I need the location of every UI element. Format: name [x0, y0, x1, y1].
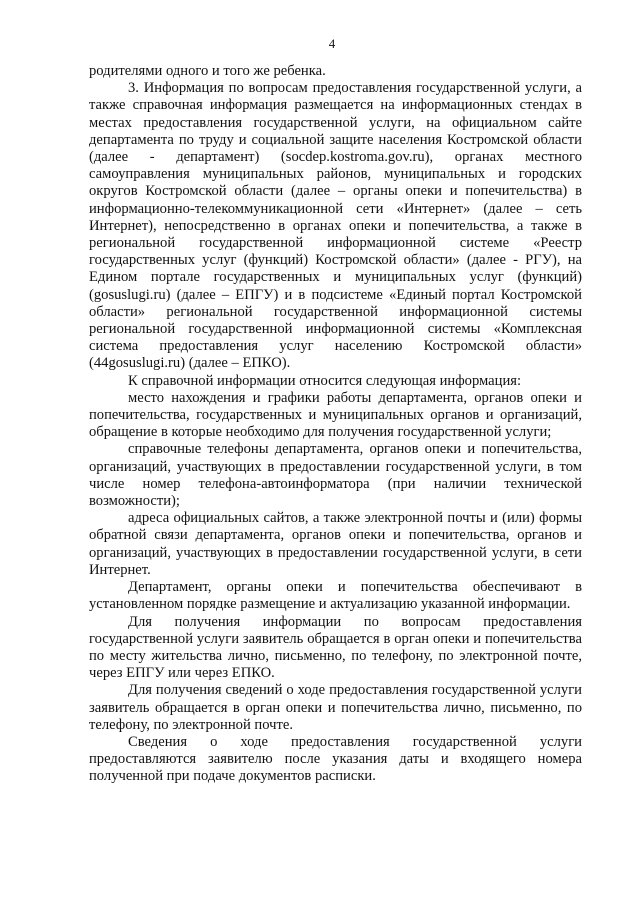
document-body — [89, 63, 582, 786]
paragraph-reference-phones: справочные телефоны департамента, органов опеки и попечительства, организаций, участвующих в предоставлении государственной услуги, в том числе номер телефона-автоинформатора (при наличии технической возможности); — [89, 441, 582, 510]
paragraph-website-addresses: адреса официальных сайтов, а также электронной почты и (или) формы обратной связи департамента, органов опеки и попечительства, органов и организаций, участвующих в предоставлении государственной услуги, в сети Интернет. — [89, 510, 582, 578]
paragraph-location-schedule: место нахождения и графики работы департамента, органов опеки и попечительства, государственных и муниципальных органов и организаций, обращение в которые необходимо для получения государственной услуги; — [89, 389, 582, 441]
paragraph-information-placement: 3. Информация по вопросам предоставления государственной услуги, а также справочная информация размещается на информационных стендах в местах предоставления государственной услуги, на официальном сайте департамента по труду и социальной защите населения Костромской области (далее - департамент) (socdep.kostroma.gov.ru), органах местного самоуправления муниципальных районов, муниципальных и городских округов Костромской области (далее – органы опеки и попечительства) в информационно-телекоммуникационной сети «Интернет» (далее – сеть Интернет), непосредственно в органах опеки и попечительства, а также в региональной государственной информационной системе «Реестр государственных услуг (функций) Костромской области» (далее - РГУ), на Едином портале государственных и муниципальных услуг (функций) (gosuslugi.ru) (далее – ЕПГУ) и в подсистеме «Единый портал Костромской области» региональной государственной информационной системы региональной государственной информационной системы «Комплексная система предоставления услуг населению Костромской области» (44gosuslugi.ru) (далее – ЕПКО). — [89, 80, 582, 372]
paragraph-progress-provision: Сведения о ходе предоставления государственной услуги предоставляются заявителю после указания даты и входящего номера полученной при подаче документов расписки. — [89, 733, 582, 785]
paragraph-reference-info-intro: К справочной информации относится следующая информация: — [128, 372, 522, 389]
paragraph-department-obligations: Департамент, органы опеки и попечительства обеспечивают в установленном порядке размещение и актуализацию указанной информации. — [89, 579, 582, 613]
paragraph-continuation: родителями одного и того же ребенка. — [89, 63, 326, 79]
paragraph-obtaining-information: Для получения информации по вопросам предоставления государственной услуги заявитель обращается в орган опеки и попечительства по месту жительства лично, письменно, по телефону, по электронной почте, через ЕПГУ или через ЕПКО. — [89, 613, 582, 682]
page-number: 4 — [328, 36, 336, 51]
paragraph-progress-information: Для получения сведений о ходе предоставления государственной услуги заявитель обращается в орган опеки и попечительства лично, письменно, по телефону, по электронной почте. — [89, 682, 582, 733]
